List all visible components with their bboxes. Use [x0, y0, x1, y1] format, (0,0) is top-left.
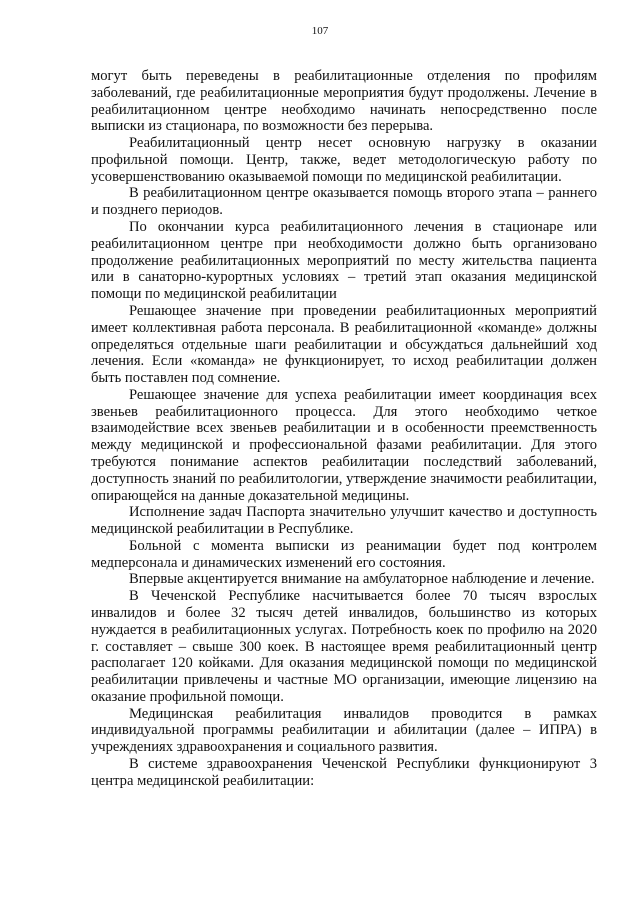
page-number: 107 [311, 25, 329, 37]
paragraph: Впервые акцентируется внимание на амбулаторное наблюдение и лечение. [129, 571, 595, 588]
paragraph: Решающее значение для успеха реабилитации имеет координация всех звеньев реабилитационного процесса. Для этого необходимо четкое взаимодействие всех звеньев реабилитации и в особенности преемственность между медицинской и профессиональной фазами реабилитации. Для этого требуются понимание аспектов реабилитации последствий заболеваний, доступность знаний по реабилитологии, утверждение значимости реабилитации, опирающейся на данные доказательной медицины. [91, 386, 597, 504]
paragraph: В реабилитационном центре оказывается помощь второго этапа – раннего и позднего периодов. [91, 185, 597, 219]
paragraph: В Чеченской Республике насчитывается более 70 тысяч взрослых инвалидов и более 32 тысяч детей инвалидов, большинство из которых нуждается в реабилитационных услугах. Потребность коек по профилю на 2020 г. составляет – свыше 300 коек. В настоящее время реабилитационный центр располагает 120 койками. Для оказания медицинской помощи по медицинской реабилитации привлечены и частные МО организации, имеющие лицензию на оказание профильной помощи. [91, 588, 597, 705]
paragraph: По окончании курса реабилитационного лечения в стационаре или реабилитационном центре при необходимости должно быть организовано продолжение реабилитационных мероприятий по месту жительства пациента или в санаторно-курортных условиях – третий этап оказания медицинской помощи по медицинской реабилитации [91, 219, 597, 303]
paragraph: Медицинская реабилитация инвалидов проводится в рамках индивидуальной программы реабилитации и абилитации (далее – ИПРА) в учреждениях здравоохранения и социального развития. [91, 705, 597, 756]
paragraph: Решающее значение при проведении реабилитационных мероприятий имеет коллективная работа персонала. В реабилитационной «команде» должны определяться отдельные шаги реабилитации и обсуждаться дальнейший ход лечения. Если «команда» не функционирует, то исход реабилитации должен быть поставлен под сомнение. [91, 302, 597, 387]
body-text [91, 68, 597, 790]
paragraph: могут быть переведены в реабилитационные отделения по профилям заболеваний, где реабилитационные мероприятия будут продолжены. Лечение в реабилитационном центре необходимо начинать непосредственно после выписки из стационара, по возможности без перерыва. [91, 68, 597, 135]
paragraph: В системе здравоохранения Чеченской Республики функционируют 3 центра медицинской реабилитации: [91, 756, 597, 789]
paragraph: Реабилитационный центр несет основную нагрузку в оказании профильной помощи. Центр, также, ведет методологическую работу по усовершенствованию оказываемой помощи по медицинской реабилитации. [91, 135, 597, 185]
paragraph: Больной с момента выписки из реанимации будет под контролем медперсонала и динамических изменений его состояния. [91, 537, 597, 571]
paragraph: Исполнение задач Паспорта значительно улучшит качество и доступность медицинской реабилитации в Республике. [91, 504, 597, 538]
